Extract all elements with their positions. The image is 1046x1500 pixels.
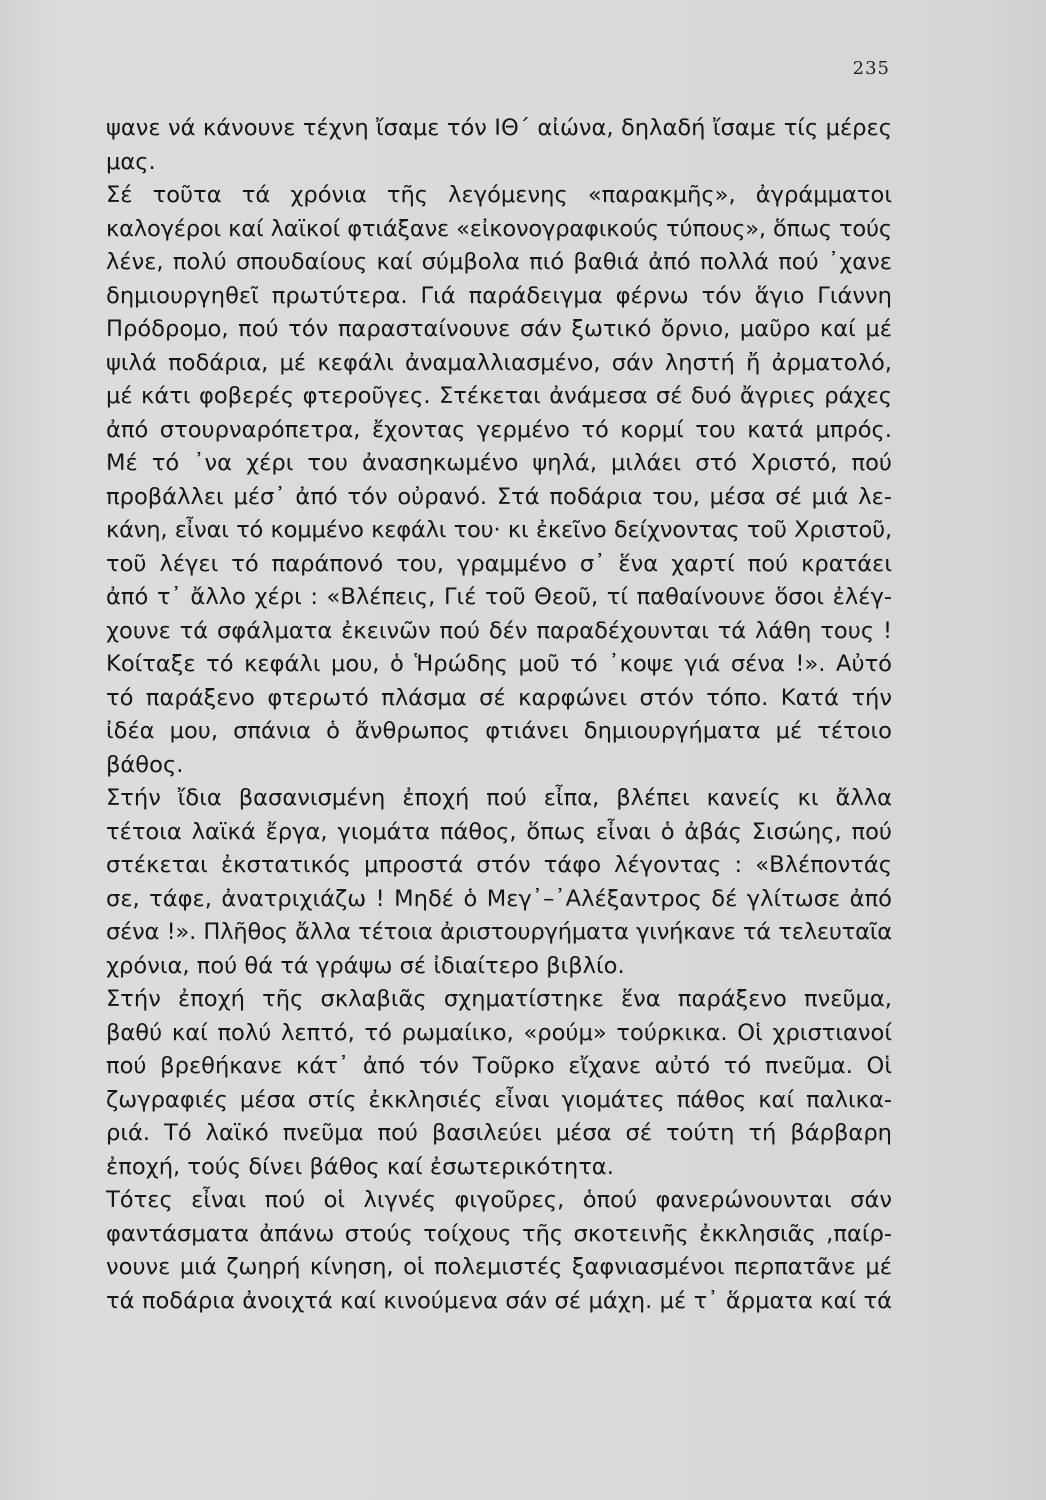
text-line: ἀπό τ᾽ ἄλλο χέρι : «Βλέπεις, Γιέ τοῦ Θεοῦ, τί παθαίνουνε ὅσοι ἐλέγ- [106, 584, 892, 610]
text-line: τά ποδάρια ἀνοιχτά καί κινούμενα σάν σέ μάχη. μέ τ᾽ ἅρματα καί τά [106, 1287, 892, 1314]
text-line: προβάλλει μέσ᾽ ἀπό τόν οὐρανό. Στά ποδάρια του, μέσα σέ μιά λε- [106, 483, 892, 510]
text-line: μέ κάτι φοβερές φτεροῦγες. Στέκεται ἀνάμεσα σέ δυό ἄγριες ράχες [106, 383, 892, 409]
text-line: ψανε νά κάνουνε τέχνη ἴσαμε τόν ΙΘ΄ αἰώνα, δηλαδή ἴσαμε τίς μέρες [106, 115, 892, 141]
text-line: τό παράξενο φτερωτό πλάσμα σέ καρφώνει στόν τόπο. Κατά τήν [106, 684, 892, 711]
text-line: Σέ τοῦτα τά χρόνια τῆς λεγόμενης «παρακμῆς», ἀγράμματοι [106, 182, 892, 208]
text-line: στέκεται ἐκστατικός μπροστά στόν τάφο λέγοντας : «Βλέποντάς [106, 852, 892, 878]
page-number: 235 [852, 58, 890, 79]
text-line: σένα !». Πλῆθος ἄλλα τέτοια ἀριστουργήματα γινήκανε τά τελευταῖα [106, 919, 892, 945]
text-line: ριά. Τό λαϊκό πνεῦμα πού βασιλεύει μέσα σέ τούτη τή βάρβαρη [106, 1120, 892, 1146]
text-line: Πρόδρομο, πού τόν παρασταίνουνε σάν ξωτικό ὄρνιο, μαῦρο καί μέ [106, 316, 892, 342]
text-line: καλογέροι καί λαϊκοί φτιάξανε «εἰκονογραφικούς τύπους», ὅπως τούς [106, 215, 892, 242]
text-line: νουνε μιά ζωηρή κίνηση, οἱ πολεμιστές ξαφνιασμένοι περπατᾶνε μέ [106, 1254, 892, 1280]
text-line: χρόνια, πού θά τά γράψω σέ ἰδιαίτερο βιβλίο. [106, 952, 625, 979]
text-line: πού βρεθήκανε κάτ᾽ ἀπό τόν Τοῦρκο εἴχανε αὐτό τό πνεῦμα. Οἱ [106, 1053, 892, 1079]
text-line: δημιουργηθεῖ πρωτύτερα. Γιά παράδειγμα φέρνω τόν ἅγιο Γιάννη [106, 282, 892, 309]
text-line: Στήν ἴδια βασανισμένη ἐποχή πού εἶπα, βλέπει κανείς κι ἄλλα [106, 785, 892, 811]
body-text [106, 112, 892, 1318]
text-line: φαντάσματα ἀπάνω στούς τοίχους τῆς σκοτεινῆς ἐκκλησιᾶς ,παίρ- [106, 1220, 892, 1247]
text-line: ζωγραφιές μέσα στίς ἐκκλησιές εἶναι γιομάτες πάθος καί παλικα- [106, 1086, 892, 1113]
text-line: Τότες εἶναι πού οἱ λιγνές φιγοῦρες, ὁπού φανερώνουνται σάν [106, 1187, 892, 1213]
text-line: ἐποχή, τούς δίνει βάθος καί ἐσωτερικότητα. [106, 1153, 614, 1180]
text-line: τέτοια λαϊκά ἔργα, γιομάτα πάθος, ὅπως εἶναι ὁ ἀβάς Σισώης, πού [106, 818, 892, 845]
text-line: βαθύ καί πολύ λεπτό, τό ρωμαίικο, «ρούμ» τούρκικα. Οἱ χριστιανοί [106, 1019, 892, 1046]
text-line: Μέ τό ᾽να χέρι του ἀνασηκωμένο ψηλά, μιλάει στό Χριστό, πού [106, 450, 892, 476]
text-line: κάνη, εἶναι τό κομμένο κεφάλι του· κι ἐκεῖνο δείχνοντας τοῦ Χριστοῦ, [106, 517, 892, 543]
text-line: σε, τάφε, ἀνατριχιάζω ! Μηδέ ὁ Μεγ᾽–᾽Αλέξαντρος δέ γλίτωσε ἀπό [106, 885, 892, 912]
text-line: Στήν ἐποχή τῆς σκλαβιᾶς σχηματίστηκε ἕνα παράξενο πνεῦμα, [106, 986, 892, 1012]
text-line: λένε, πολύ σπουδαίους καί σύμβολα πιό βαθιά ἀπό πολλά πού ᾽χανε [106, 249, 892, 275]
text-line: ψιλά ποδάρια, μέ κεφάλι ἀναμαλλιασμένο, σάν ληστή ἤ ἀρματολό, [106, 349, 892, 376]
text-line: τοῦ λέγει τό παράπονό του, γραμμένο σ᾽ ἕνα χαρτί πού κρατάει [106, 550, 892, 577]
text-line: μας. [106, 148, 156, 175]
text-line: ἰδέα μου, σπάνια ὁ ἄνθρωπος φτιάνει δημιουργήματα μέ τέτοιο [106, 718, 892, 744]
text-line: βάθος. [106, 751, 184, 778]
text-line: χουνε τά σφάλματα ἐκεινῶν πού δέν παραδέχουνται τά λάθη τους ! [106, 617, 892, 644]
text-line: ἀπό στουρναρόπετρα, ἔχοντας γερμένο τό κορμί του κατά μπρός. [106, 416, 892, 443]
text-line: Κοίταξε τό κεφάλι μου, ὁ Ἡρώδης μοῦ τό ᾽κοψε γιά σένα !». Αὐτό [106, 651, 892, 677]
